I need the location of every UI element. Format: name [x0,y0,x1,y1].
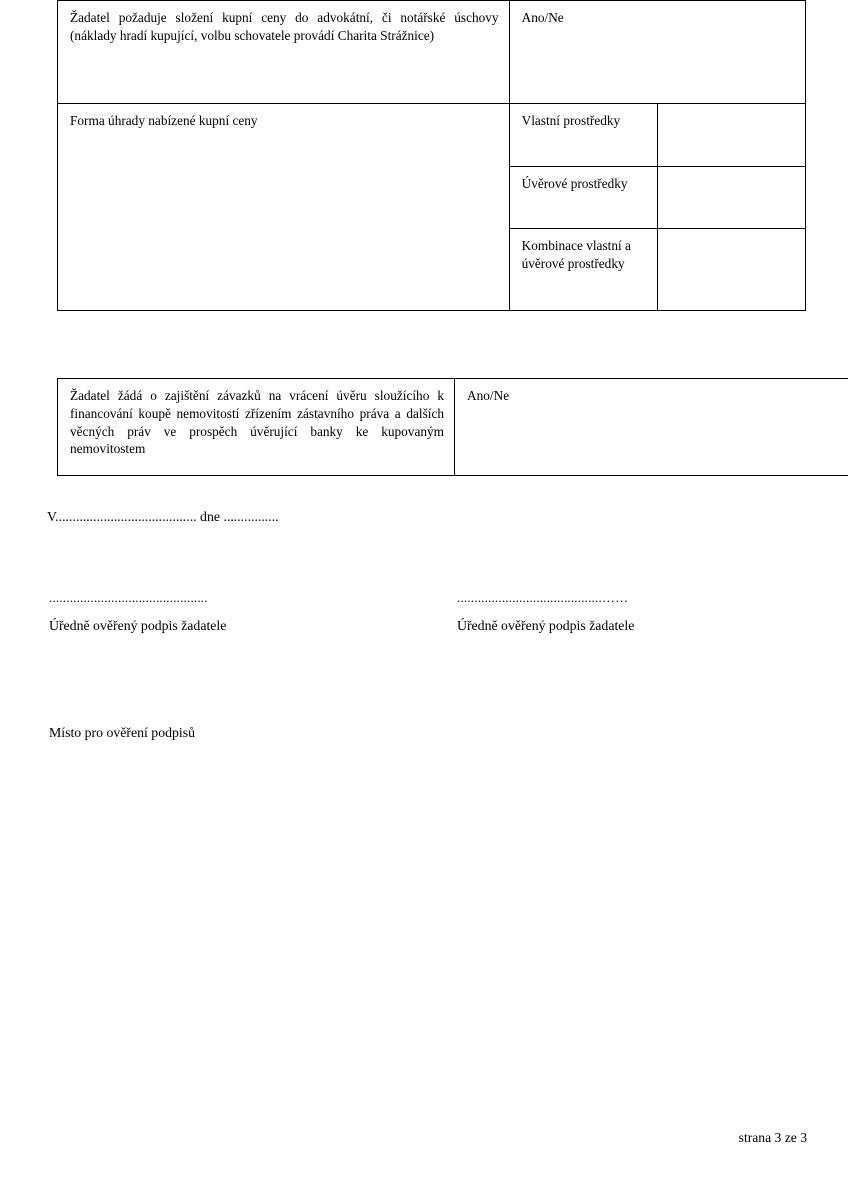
payment-option-credit-label: Úvěrové prostředky [509,166,657,229]
signature-label-right: Úředně ověřený podpis žadatele [457,618,635,633]
purchase-price-table [57,0,806,311]
loan-security-table [57,378,848,476]
payment-option-own-funds-label: Vlastní prostředky [509,104,657,167]
payment-option-own-funds-checkbox[interactable] [657,104,805,167]
loan-security-question-label: Žadatel žádá o zajištění závazků na vrácení úvěru sloužícího k financování koupě nemovitostí zřízením zástavního práva a dalších věcných práv ve prospěch úvěrující banky ke kupovaným nemovitostem [58,379,455,476]
verification-note: Místo pro ověření podpisů [49,725,196,740]
table-row [58,104,806,167]
page-footer: strana 3 ze 3 [738,1130,807,1145]
payment-form-label: Forma úhrady nabízené kupní ceny [58,104,510,311]
signature-line-left[interactable]: .............................................. [49,590,208,605]
payment-option-combination-checkbox[interactable] [657,229,805,311]
payment-option-credit-checkbox[interactable] [657,166,805,229]
table-row [58,379,848,476]
table-row [58,1,806,104]
escrow-answer-cell[interactable]: Ano/Ne [509,1,805,104]
place-and-date-line[interactable]: V......................................... dne ................ [47,509,279,524]
escrow-question-label: Žadatel požaduje složení kupní ceny do advokátní, či notářské úschovy (náklady hradí kupující, volbu schovatele provádí Charita Strážnice) [58,1,510,104]
signature-label-left: Úředně ověřený podpis žadatele [49,618,227,633]
payment-option-combination-label: Kombinace vlastní a úvěrové prostředky [509,229,657,311]
loan-security-answer-cell[interactable]: Ano/Ne [455,379,848,476]
signature-line-right[interactable]: ..........................................…… [457,590,629,605]
